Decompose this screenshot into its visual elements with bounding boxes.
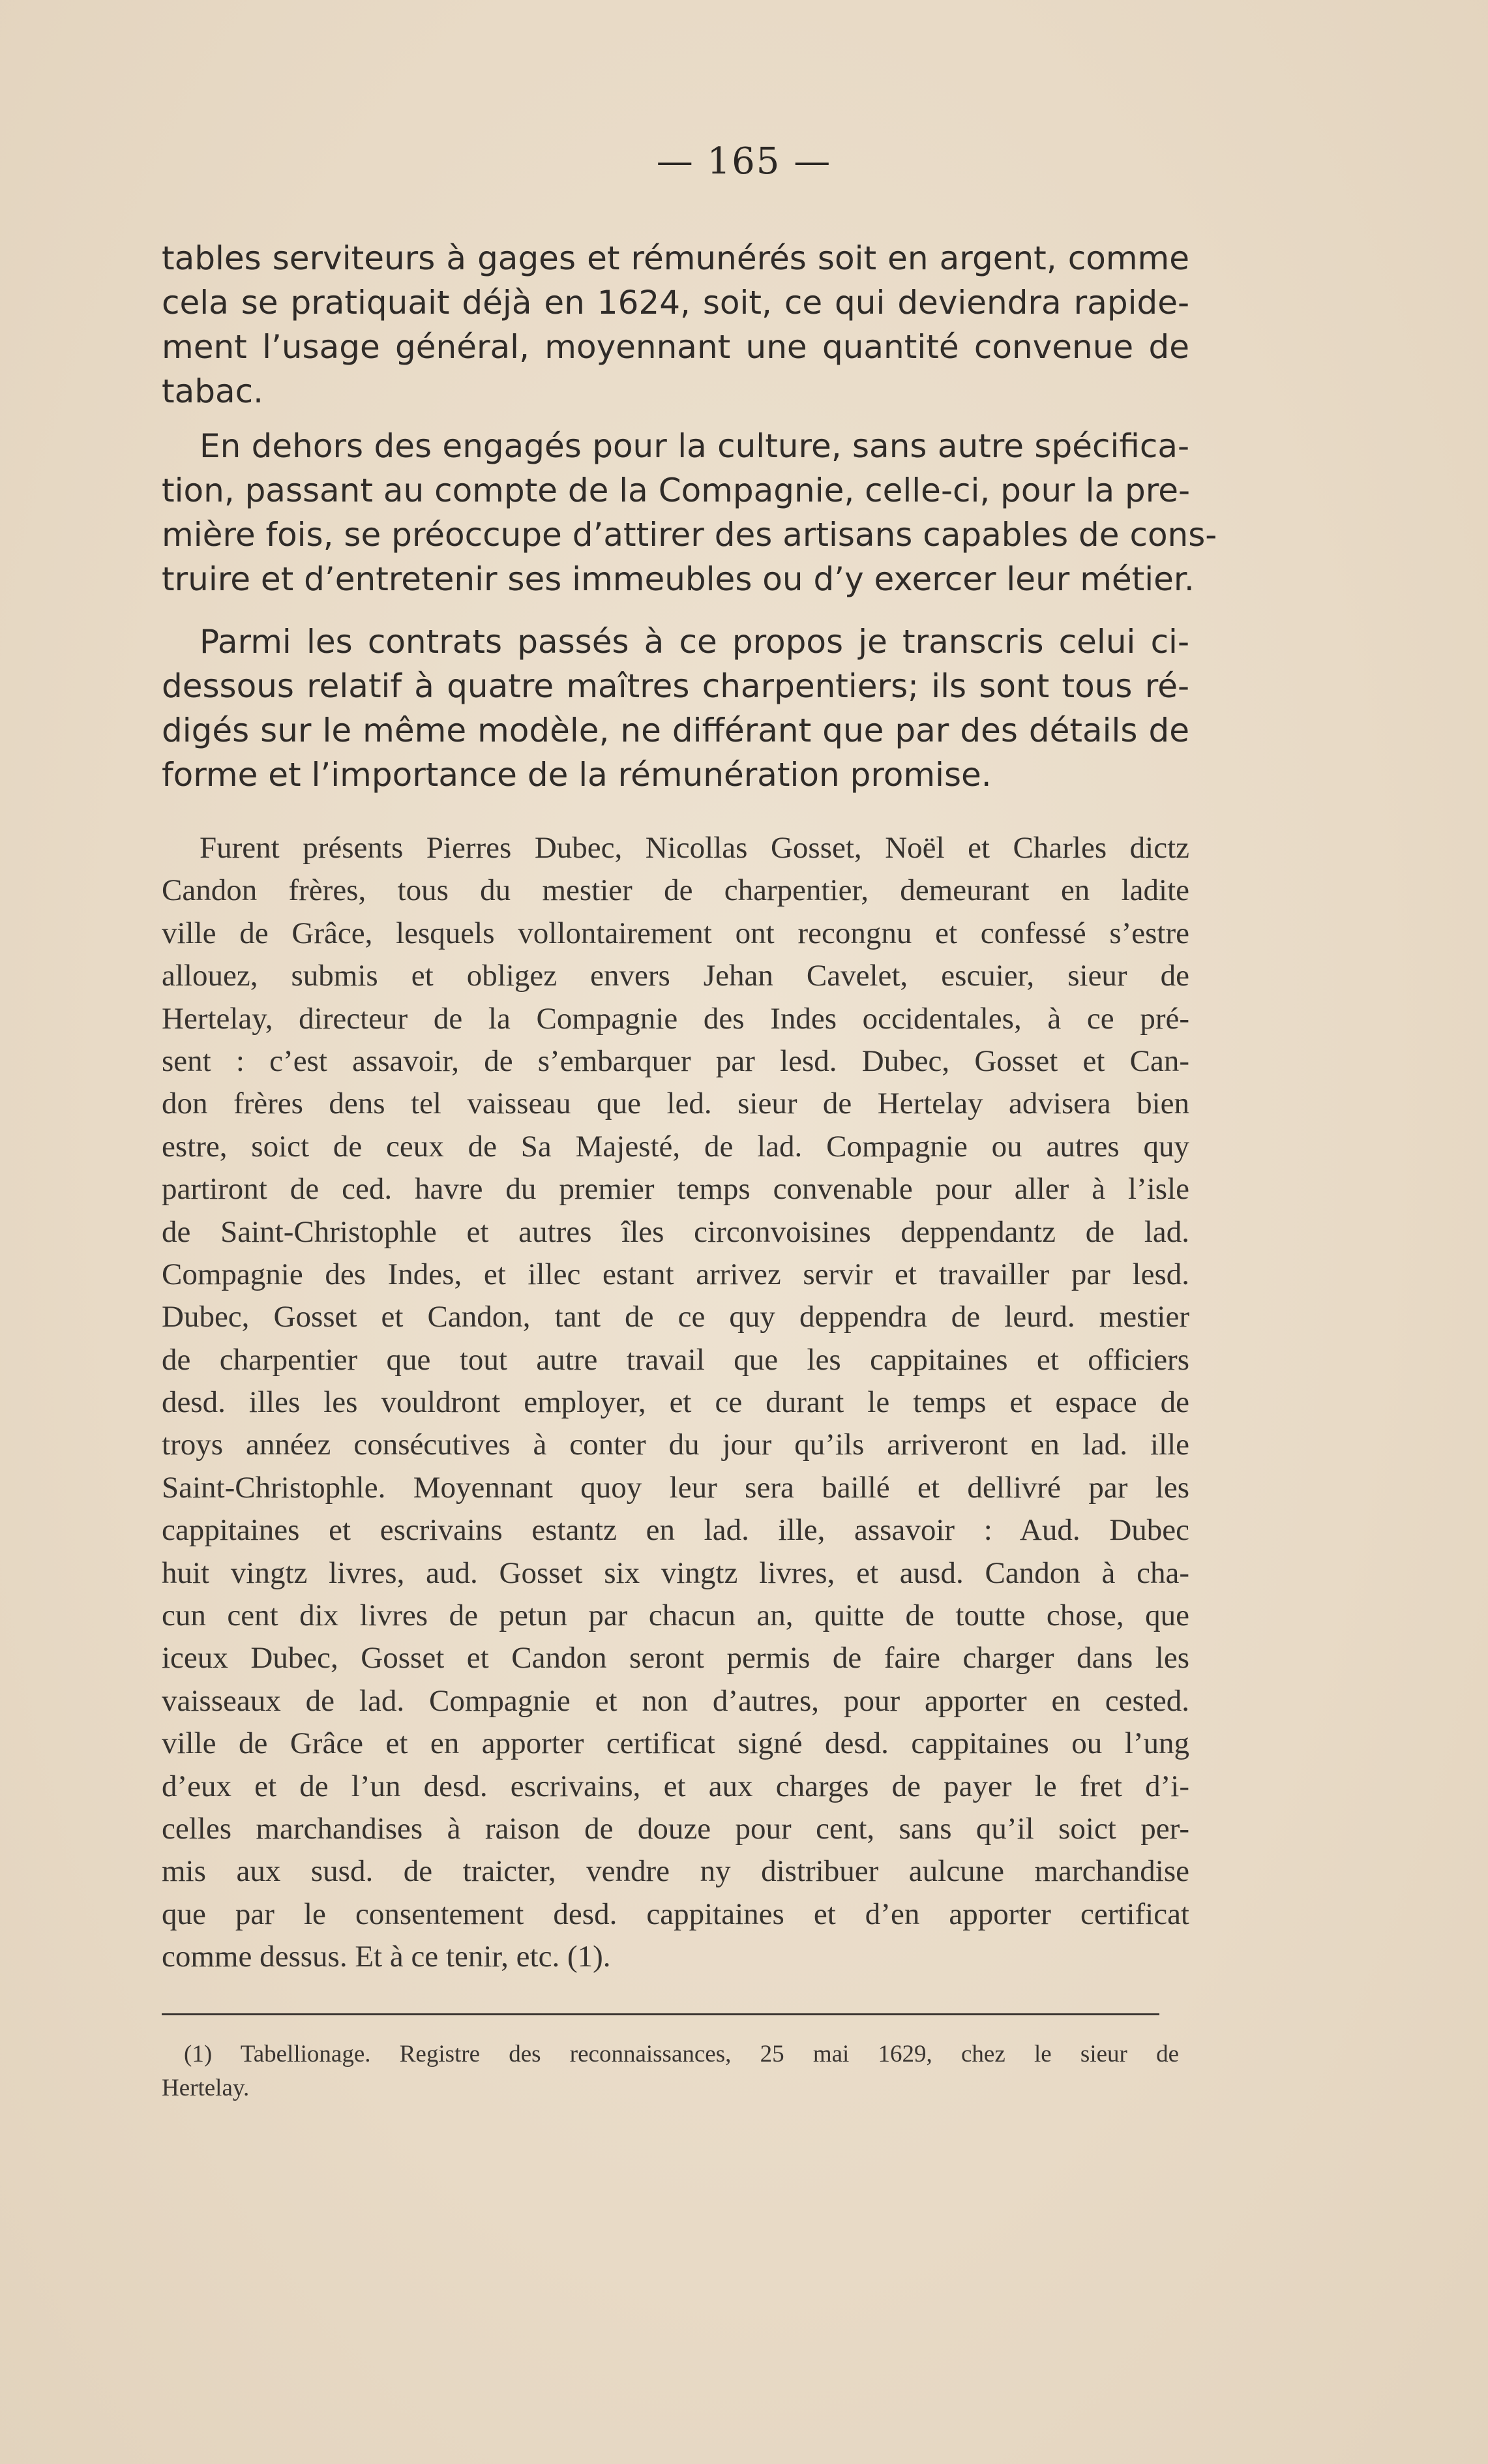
quote-line: Dubec, Gosset et Candon, tant de ce quy deppendra de leurd. mestier <box>162 1300 1189 1334</box>
text-line: tabac. <box>162 372 264 410</box>
quote-line: vaisseaux de lad. Compagnie et non d’autres, pour apporter en cested. <box>162 1683 1189 1718</box>
text-line: truire et d’entretenir ses immeubles ou d’y exercer leur métier. <box>162 560 1195 598</box>
paragraph-3 <box>162 620 1189 797</box>
text-line: En dehors des engagés pour la culture, sans autre spécifica- <box>200 427 1189 465</box>
footnote-line: Hertelay. <box>162 2075 250 2101</box>
paragraph-2 <box>162 424 1217 601</box>
footnote-divider <box>162 2013 1159 2015</box>
quote-line: de charpentier que tout autre travail que les cappitaines et officiers <box>162 1342 1189 1377</box>
quote-line: ville de Grâce, lesquels vollontairement ont recongnu et confessé s’estre <box>162 916 1189 950</box>
quote-line: d’eux et de l’un desd. escrivains, et aux charges de payer le fret d’i- <box>162 1769 1189 1803</box>
quote-line: Candon frères, tous du mestier de charpentier, demeurant en ladite <box>162 873 1189 908</box>
text-line: tables serviteurs à gages et rémunérés soit en argent, comme <box>162 239 1189 277</box>
quote-line: sent : c’est assavoir, de s’embarquer par lesd. Dubec, Gosset et Can- <box>162 1044 1189 1078</box>
footnote <box>162 2037 1179 2105</box>
quote-line: comme dessus. Et à ce tenir, etc. (1). <box>162 1940 611 1974</box>
paragraph-1 <box>162 236 1189 413</box>
footnote-line: (1) Tabellionage. Registre des reconnaissances, 25 mai 1629, chez le sieur de <box>184 2041 1179 2067</box>
quote-line: estre, soict de ceux de Sa Majesté, de lad. Compagnie ou autres quy <box>162 1129 1189 1164</box>
quote-line: cun cent dix livres de petun par chacun an, quitte de toutte chose, que <box>162 1599 1189 1633</box>
quote-line: partiront de ced. havre du premier temps convenable pour aller à l’isle <box>162 1172 1189 1207</box>
page-number: — 165 — <box>656 140 832 183</box>
text-line: ment l’usage général, moyennant une quantité convenue de <box>162 328 1189 366</box>
text-line: Parmi les contrats passés à ce propos je transcris celui ci- <box>200 623 1189 661</box>
quote-line: ville de Grâce et en apporter certificat signé desd. cappitaines ou l’ung <box>162 1726 1189 1761</box>
quote-line: troys annéez consécutives à conter du jour qu’ils arriveront en lad. ille <box>162 1428 1189 1462</box>
text-line: forme et l’importance de la rémunération promise. <box>162 756 992 794</box>
quote-line: desd. illes les vouldront employer, et ce durant le temps et espace de <box>162 1385 1189 1420</box>
contract-quotation <box>162 827 1189 1979</box>
quote-line: de Saint-Christophle et autres îles circonvoisines deppendantz de lad. <box>162 1214 1189 1249</box>
text-line: cela se pratiquait déjà en 1624, soit, ce qui deviendra rapide- <box>162 284 1189 322</box>
quote-line: Hertelay, directeur de la Compagnie des Indes occidentales, à ce pré- <box>162 1001 1189 1036</box>
quote-line: allouez, submis et obligez envers Jehan Cavelet, escuier, sieur de <box>162 959 1189 993</box>
quote-line: Saint-Christophle. Moyennant quoy leur sera baillé et dellivré par les <box>162 1470 1189 1505</box>
text-line: tion, passant au compte de la Compagnie, celle-ci, pour la pre- <box>162 472 1191 509</box>
quote-line: mis aux susd. de traicter, vendre ny distribuer aulcune marchandise <box>162 1854 1189 1889</box>
quote-line: celles marchandises à raison de douze pour cent, sans qu’il soict per- <box>162 1811 1189 1846</box>
quote-line: don frères dens tel vaisseau que led. sieur de Hertelay advisera bien <box>162 1087 1189 1121</box>
quote-line: que par le consentement desd. cappitaines et d’en apporter certificat <box>162 1897 1189 1931</box>
quote-line: iceux Dubec, Gosset et Candon seront permis de faire charger dans les <box>162 1641 1189 1675</box>
text-line: dessous relatif à quatre maîtres charpentiers; ils sont tous ré- <box>162 667 1189 705</box>
text-line: digés sur le même modèle, ne différant que par des détails de <box>162 712 1189 749</box>
quote-line: huit vingtz livres, aud. Gosset six vingtz livres, et ausd. Candon à cha- <box>162 1555 1189 1590</box>
quote-line: Compagnie des Indes, et illec estant arrivez servir et travailler par lesd. <box>162 1257 1189 1291</box>
quote-line: Furent présents Pierres Dubec, Nicollas Gosset, Noël et Charles dictz <box>200 831 1189 865</box>
text-line: mière fois, se préoccupe d’attirer des artisans capables de cons- <box>162 516 1217 554</box>
quote-line: cappitaines et escrivains estantz en lad. ille, assavoir : Aud. Dubec <box>162 1513 1189 1548</box>
